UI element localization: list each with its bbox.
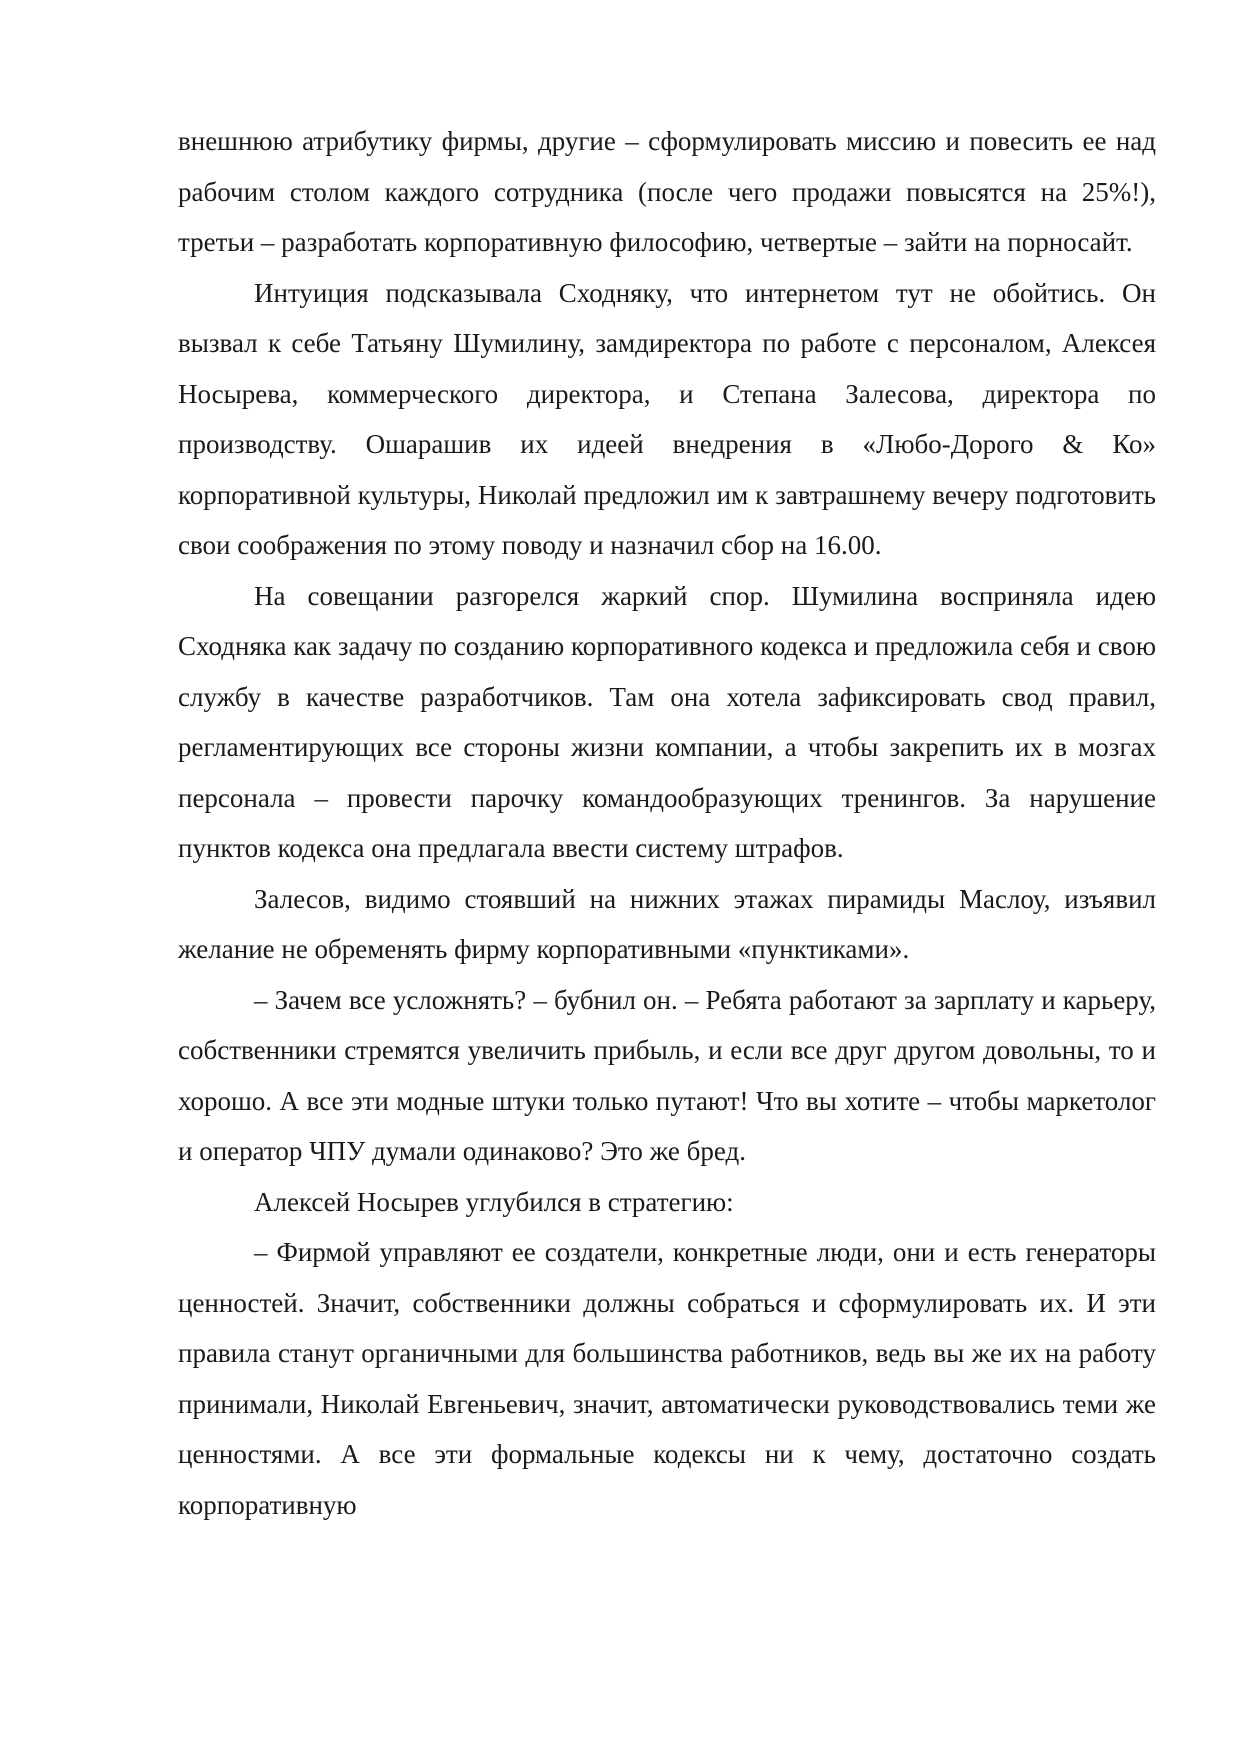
body-text [178,116,1156,1530]
paragraph: Интуиция подсказывала Сходняку, что интернетом тут не обойтись. Он вызвал к себе Татьяну Шумилину, замдиректора по работе с персоналом, Алексея Носырева, коммерческого директора, и Степана Залесова, директора по производству. Ошарашив их идеей внедрения в «Любо-Дорого & Ко» корпоративной культуры, Николай предложил им к завтрашнему вечеру подготовить свои соображения по этому поводу и назначил сбор на 16.00. [178,277,1156,560]
paragraph: – Зачем все усложнять? – бубнил он. – Ребята работают за зарплату и карьеру, собственники стремятся увеличить прибыль, и если все друг другом довольны, то и хорошо. А все эти модные штуки только путают! Что вы хотите – чтобы маркетолог и оператор ЧПУ думали одинаково? Это же бред. [178,984,1156,1166]
paragraph: – Фирмой управляют ее создатели, конкретные люди, они и есть генераторы ценностей. Значит, собственники должны собраться и сформулировать их. И эти правила станут органичными для большинства работников, ведь вы же их на работу принимали, Николай Евгеньевич, значит, автоматически руководствовались теми же ценностями. А все эти формальные кодексы ни к чему, достаточно создать корпоративную [178,1237,1156,1520]
paragraph: Залесов, видимо стоявший на нижних этажах пирамиды Маслоу, изъявил желание не обременять фирму корпоративными «пунктиками». [178,883,1156,964]
paragraph: На совещании разгорелся жаркий спор. Шумилина восприняла идею Сходняка как задачу по созданию корпоративного кодекса и предложила себя и свою службу в качестве разработчиков. Там она хотела зафиксировать свод правил, регламентирующих все стороны жизни компании, а чтобы закрепить их в мозгах персонала – провести парочку командообразующих тренингов. За нарушение пунктов кодекса она предлагала ввести систему штрафов. [178,580,1156,863]
paragraph: Алексей Носырев углубился в стратегию: [254,1186,734,1217]
paragraph: внешнюю атрибутику фирмы, другие – сформулировать миссию и повесить ее над рабочим столом каждого сотрудника (после чего продажи повысятся на 25%!), третьи – разработать корпоративную философию, четвертые – зайти на порносайт. [178,126,1156,257]
